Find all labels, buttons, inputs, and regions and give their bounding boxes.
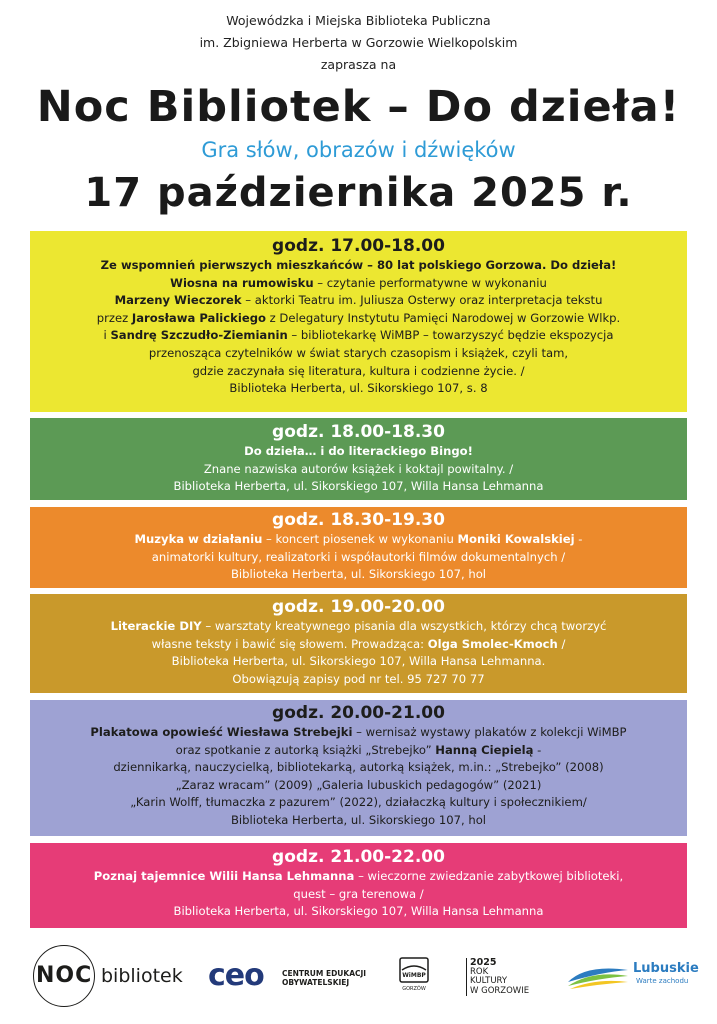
event-block-6 xyxy=(30,843,687,928)
event-text: dziennikarką, nauczycielką, bibliotekarką, autorką książek, m.in.: „Strebejko” (2008) xyxy=(113,760,604,775)
wimbp-logo xyxy=(398,956,430,994)
event-subtitle: Gra słów, obrazów i dźwięków xyxy=(201,138,516,162)
event-text: - xyxy=(574,532,583,546)
event-highlight: Poznaj tajemnice Wilii Hansa Lehmanna xyxy=(93,869,355,883)
event-text: / xyxy=(557,636,566,651)
event-highlight: Plakatowa opowieść Wiesława Strebejki xyxy=(90,725,353,739)
event-highlight: Jarosława Palickiego xyxy=(131,310,266,325)
event-text: – wernisaż wystawy plakatów z kolekcji WiMBP xyxy=(352,725,627,739)
event-time: godz. 20.00-21.00 xyxy=(272,703,445,723)
lubuskie-wave-icon xyxy=(566,960,630,990)
event-time: godz. 18.00-18.30 xyxy=(272,422,445,442)
event-text: – bibliotekarkę WiMBP – towarzyszyć będzie ekspozycja xyxy=(287,328,614,343)
event-location: Biblioteka Herberta, ul. Sikorskiego 107, Willa Hansa Lehmanna xyxy=(173,904,544,919)
event-text: i xyxy=(103,328,111,343)
event-text: Obowiązują zapisy pod nr tel. 95 727 70 77 xyxy=(232,671,485,686)
lubuskie-logo-subtitle: Warte zachodu xyxy=(636,977,689,985)
event-text: animatorki kultury, realizatorki i współautorki filmów dokumentalnych / xyxy=(151,549,566,564)
event-text: – wieczorne zwiedzanie zabytkowej biblioteki, xyxy=(354,869,624,883)
event-highlight: Literackie DIY xyxy=(110,619,202,633)
rok-line: ROK xyxy=(470,966,489,977)
event-text: - xyxy=(533,742,542,757)
event-location: Biblioteka Herberta, ul. Sikorskiego 107, s. 8 xyxy=(229,381,488,396)
event-text: – warsztaty kreatywnego pisania dla wszystkich, którzy chcą tworzyć xyxy=(201,619,607,633)
event-block-1 xyxy=(30,231,687,412)
rok-kultury-logo xyxy=(466,958,529,996)
event-text: gdzie zaczynała się literatura, kultura i codzienne życie. / xyxy=(192,363,525,378)
event-title-text: Ze wspomnień pierwszych mieszkańców – 80 lat polskiego Gorzowa. Do dzieła! xyxy=(100,258,617,272)
event-location: Biblioteka Herberta, ul. Sikorskiego 107, hol xyxy=(230,812,487,827)
organizer-line-1: Wojewódzka i Miejska Biblioteka Publiczna xyxy=(226,13,491,28)
event-block-5 xyxy=(30,700,687,836)
event-text: „Karin Wolff, tłumaczka z pazurem” (2022), działaczką kultury i społecznikiem/ xyxy=(130,795,587,810)
event-location: Biblioteka Herberta, ul. Sikorskiego 107, Willa Hansa Lehmanna. xyxy=(171,654,546,669)
rok-line: 2025 xyxy=(470,957,497,968)
event-highlight: Wiosna na rumowisku xyxy=(170,275,314,290)
event-highlight: Olga Smolec-Kmoch xyxy=(427,636,558,651)
organizer-line-3: zaprasza na xyxy=(320,57,397,72)
wimbp-logo-text: WiMBP xyxy=(402,972,426,979)
event-text: przenosząca czytelników w świat starych czasopism i książek, czyli tam, xyxy=(148,345,569,360)
ceo-logo-subtitle xyxy=(282,969,366,987)
bibliotek-logo-text: bibliotek xyxy=(101,965,183,987)
event-date: 17 października 2025 r. xyxy=(84,170,633,216)
event-time: godz. 18.30-19.30 xyxy=(272,510,445,530)
event-text: przez xyxy=(96,310,132,325)
organizer-line-2: im. Zbigniewa Herberta w Gorzowie Wielkopolskim xyxy=(199,35,518,50)
event-highlight: Moniki Kowalskiej xyxy=(457,532,575,546)
event-time: godz. 17.00-18.00 xyxy=(272,236,445,256)
event-highlight: Sandrę Szczudło-Ziemianin xyxy=(110,328,288,343)
wimbp-city-text: GORZÓW xyxy=(402,986,426,992)
event-text: Znane nazwiska autorów książek i koktajl powitalny. / xyxy=(203,461,514,476)
event-text: – aktorki Teatru im. Juliusza Osterwy oraz interpretacja tekstu xyxy=(241,293,603,308)
event-text: quest – gra terenowa / xyxy=(293,886,424,901)
event-block-4 xyxy=(30,594,687,693)
event-text: oraz spotkanie z autorką książki „Strebejko” xyxy=(175,742,436,757)
event-time: godz. 21.00-22.00 xyxy=(272,847,445,867)
lubuskie-logo-text: Lubuskie xyxy=(633,961,699,976)
event-text: z Delegatury Instytutu Pamięci Narodowej w Gorzowie Wlkp. xyxy=(265,310,621,325)
event-text: „Zaraz wracam” (2009) „Galeria lubuskich pedagogów” (2021) xyxy=(175,777,542,792)
event-title: Noc Bibliotek – Do dzieła! xyxy=(36,82,681,132)
event-highlight: Muzyka w działaniu xyxy=(134,532,263,546)
ceo-logo: ceo xyxy=(208,958,264,993)
rok-line: W GORZOWIE xyxy=(470,985,530,996)
sponsor-logos xyxy=(0,940,717,1020)
event-title-text: Do dzieła… i do literackiego Bingo! xyxy=(244,444,473,458)
event-highlight: Hanną Ciepielą xyxy=(435,742,534,757)
event-text: – koncert piosenek w wykonaniu xyxy=(262,532,458,546)
event-highlight: Marzeny Wieczorek xyxy=(114,293,242,308)
ceo-sub-line: OBYWATELSKIEJ xyxy=(282,978,350,987)
event-text: – czytanie performatywne w wykonaniu xyxy=(313,275,547,290)
ceo-sub-line: CENTRUM EDUKACJI xyxy=(282,969,367,978)
event-time: godz. 19.00-20.00 xyxy=(272,597,445,617)
event-location: Biblioteka Herberta, ul. Sikorskiego 107, hol xyxy=(230,567,487,582)
noc-logo-text: NOC xyxy=(36,963,93,988)
event-block-2 xyxy=(30,418,687,500)
event-location: Biblioteka Herberta, ul. Sikorskiego 107, Willa Hansa Lehmanna xyxy=(173,479,544,494)
event-text: własne teksty i bawić się słowem. Prowadząca: xyxy=(151,636,428,651)
event-block-3 xyxy=(30,507,687,588)
rok-line: KULTURY xyxy=(470,976,508,986)
